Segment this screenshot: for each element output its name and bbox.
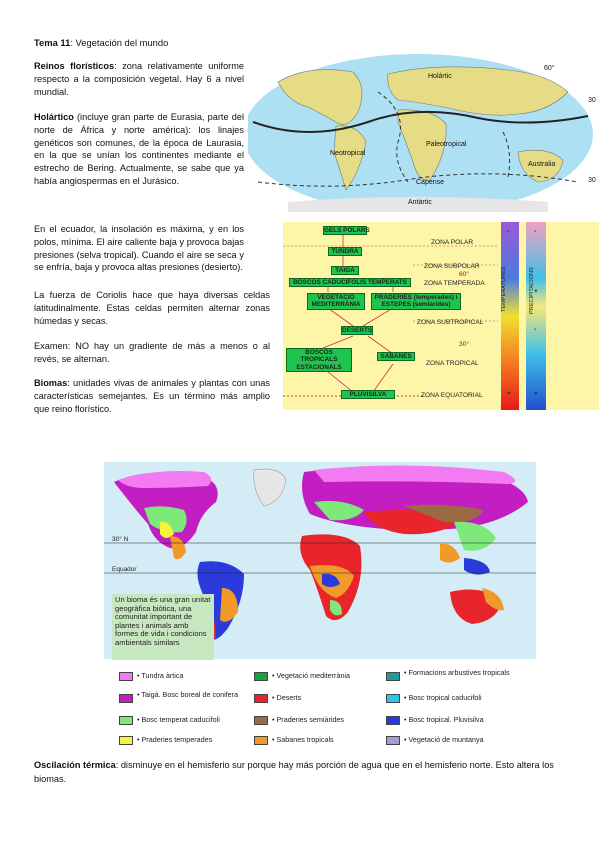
biome-legend [104, 664, 536, 752]
biomas-paragraph: Biomas: unidades vivas de animales y plantas con unas características semejantes. Es un término más amplio que reino florístico. [34, 378, 270, 414]
legend-swatch-sabanes [254, 736, 268, 745]
capense-label: Capense [416, 179, 445, 186]
legend-swatch-pluvisilva [386, 716, 400, 725]
zone-equatorial-label: ZONA EQUATORIAL [421, 392, 483, 399]
legend-swatch-mediterrania [254, 672, 268, 681]
legend-swatch-muntanya [386, 736, 400, 745]
box-vegetacio-mediterrania: VEGETACIÓ MEDITERRÀNIA [307, 293, 365, 310]
zone-subtropical-label: ZONA SUBTROPICAL [417, 319, 484, 326]
legend-label-muntanya: • Vegetació de muntanya [404, 735, 484, 744]
legend-label-mediterrania: • Vegetació mediterrània [272, 671, 351, 680]
oscilacion-paragraph: Oscilación térmica: disminuye en el hemisferio sur porque hay más porción de agua que en el hemisferio norte. Esto altera los biomas. [34, 760, 554, 784]
box-deserts: DESERTS [342, 327, 373, 334]
legend-label-taiga: • Taigà. Bosc boreal de conifera [137, 690, 239, 699]
lat-60-label: 60° [544, 65, 555, 72]
box-praderies-estepes: PRADERIES (temperades) i ESTEPES (semiàrides) [371, 293, 461, 310]
legend-swatch-taiga [119, 694, 133, 703]
legend-label-formacions-arbustives: • Formacions arbustives tropicals [404, 668, 510, 677]
doc-title: Tema 11: Vegetación del mundo [34, 37, 169, 48]
biome-definition-note: Un bioma és una gran unitat geogràfica biòtica, una comunitat important de plantes i animals amb formes de vida i condicions ambientals similars [112, 594, 214, 660]
zone-subpolar-label: ZONA SUBPOLAR [424, 263, 480, 270]
legend-swatch-praderies-temperades [119, 736, 133, 745]
precipitacions-bar-label: PRECIPITACIONS [529, 267, 535, 314]
prec-minus-sign-top: - [534, 228, 537, 235]
box-tundra: TUNDRA [328, 247, 362, 256]
legend-label-sabanes: • Sabanes tropicals [272, 735, 334, 744]
legend-label-deserts: • Deserts [272, 693, 302, 702]
ecuador-paragraph: En el ecuador, la insolación es máxima, y en los polos, mínima. El aire caliente baja y provoca bajas presiones (selva tropical). Cuando el aire se seca y se enfría, baja y provoca altas presiones (desierto). [34, 224, 244, 273]
lat-60-marker: 60° [459, 271, 469, 278]
legend-label-bosc-temperat: • Bosc temperat caducifoli [137, 715, 220, 724]
legend-swatch-praderies-semiarides [254, 716, 268, 725]
lat-30n-label: 30° N [112, 536, 129, 543]
neotropical-label: Neotropical [330, 150, 366, 157]
zone-temperada-label: ZONA TEMPERADA [424, 280, 485, 287]
legend-swatch-bosc-temperat [119, 716, 133, 725]
temperatures-bar-label: TEMPERATURES [501, 266, 507, 312]
prec-minus-sign-mid: - [534, 326, 537, 333]
box-gels-polars: GELS POLARS [324, 227, 370, 234]
antartic-label: Antàrtic [408, 199, 432, 206]
zone-tropical-label: ZONA TROPICAL [426, 360, 479, 367]
legend-swatch-tundra [119, 672, 133, 681]
legend-label-pluvisilva: • Bosc tropical. Pluvisilva [404, 715, 484, 724]
temp-minus-sign: - [507, 228, 510, 235]
zone-polar-label: ZONA POLAR [431, 239, 474, 246]
lat-30-label: 30 [588, 97, 596, 104]
box-boscos-caducifolis: BOSCOS CADUCIFOLIS TEMPERATS [289, 278, 411, 287]
box-sabanes: SABANES [377, 352, 415, 361]
latitudinal-vegetation-diagram [283, 222, 599, 410]
legend-label-praderies-semiarides: • Praderies semiàrides [272, 715, 345, 724]
holartico-paragraph: Holártico (incluye gran parte de Eurasia, parte del norte de África y norte américa): los linajes genéticos son comunes, de la época de Laurasia, en la que se unían los continentes mediante el estrecho de Bering. Actualmente, se sabe que ya había angiospermas en el Jurásico. [34, 112, 244, 186]
examen-paragraph: Examen: NO hay un gradiente de más a menos o al revés, se alternan. [34, 341, 270, 364]
coriolis-paragraph: La fuerza de Coriolis hace que haya diversas celdas latitudinalmente. Estas celdas permiten alternar zonas húmedas y secas. [34, 290, 270, 326]
legend-label-bosc-tropical-caducifoli: • Bosc tropical caducifoli [404, 693, 482, 702]
paleotropical-label: Paleotropical [426, 141, 467, 148]
legend-label-tundra: • Tundra àrtica [137, 671, 184, 680]
box-boscos-tropicals: BOSCOS TROPICALS ESTACIONALS [286, 348, 352, 372]
lat-30-marker: 30° [459, 341, 469, 348]
legend-swatch-bosc-tropical-caducifoli [386, 694, 400, 703]
floristic-kingdoms-map [248, 52, 599, 212]
box-pluvisilva: PLUVISILVA [341, 390, 395, 399]
temp-plus-sign: + [507, 390, 511, 397]
prec-plus-sign: + [534, 288, 538, 295]
legend-swatch-deserts [254, 694, 268, 703]
legend-label-praderies-temperades: • Praderies temperades [137, 735, 213, 744]
lat-30s-label: 30 [588, 177, 596, 184]
prec-plus-sign-bottom: + [534, 390, 538, 397]
box-taiga: TAIGÀ [331, 266, 359, 275]
reinos-paragraph: Reinos florísticos: zona relativamente uniforme respecto a la composición vegetal. Hay 6 a nivel mundial. [34, 61, 244, 97]
australia-label: Australia [528, 161, 556, 168]
legend-swatch-formacions-arbustives [386, 672, 400, 681]
holartic-label: Holártic [428, 73, 452, 80]
equator-label: Equador [112, 566, 137, 573]
